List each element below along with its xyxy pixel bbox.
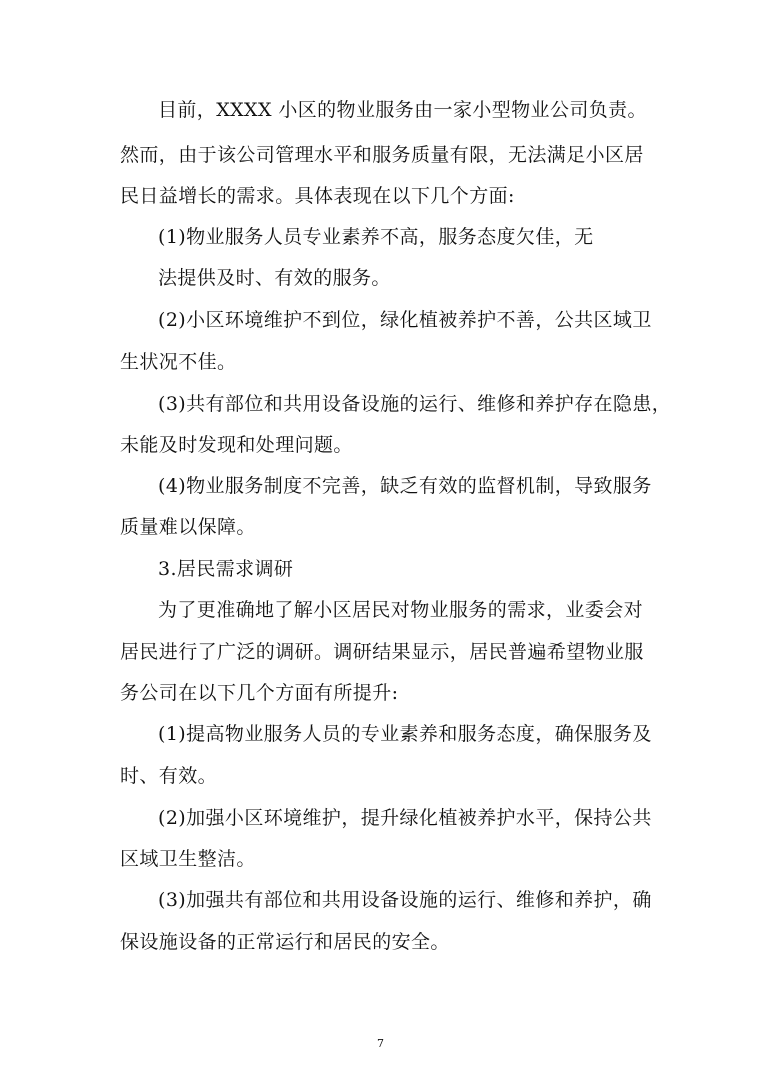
body-text-line: 保设施设备的正常运行和居民的安全。 <box>120 931 450 953</box>
body-text-line: (3)共有部位和共用设备设施的运行、维修和养护存在隐患， <box>158 393 672 415</box>
body-text-line: 质量难以保障。 <box>120 516 256 538</box>
body-text-line: (1)物业服务人员专业素养不高，服务态度欠佳，无 <box>158 226 594 248</box>
body-text-line: (2)小区环境维护不到位，绿化植被养护不善，公共区域卫 <box>158 309 652 331</box>
body-text-line: (4)物业服务制度不完善，缺乏有效的监督机制，导致服务 <box>158 475 652 497</box>
body-text-line: 区域卫生整洁。 <box>120 848 256 870</box>
section-heading: 3.居民需求调研 <box>158 558 294 580</box>
body-text-line: 法提供及时、有效的服务。 <box>158 267 391 289</box>
body-text-line: (3)加强共有部位和共用设备设施的运行、维修和养护，确 <box>158 889 652 911</box>
body-text-line: 未能及时发现和处理问题。 <box>120 434 353 456</box>
body-text-line: 目前，XXXX 小区的物业服务由一家小型物业公司负责。 <box>158 99 647 121</box>
body-text-line: 时、有效。 <box>120 765 218 787</box>
body-text-line: 生状况不佳。 <box>120 351 237 373</box>
body-text-line: (2)加强小区环境维护，提升绿化植被养护水平，保持公共 <box>158 807 652 829</box>
body-text-line: 居民进行了广泛的调研。调研结果显示，居民普遍希望物业服 <box>120 641 644 663</box>
body-text-line: 然而，由于该公司管理水平和服务质量有限，无法满足小区居 <box>120 144 644 166</box>
page-number: 7 <box>377 1037 384 1050</box>
body-text-line: 为了更准确地了解小区居民对物业服务的需求，业委会对 <box>158 599 644 621</box>
body-text-line: (1)提高物业服务人员的专业素养和服务态度，确保服务及 <box>158 723 652 745</box>
body-text-line: 务公司在以下几个方面有所提升: <box>120 682 399 704</box>
body-text-line: 民日益增长的需求。具体表现在以下几个方面: <box>120 185 515 207</box>
